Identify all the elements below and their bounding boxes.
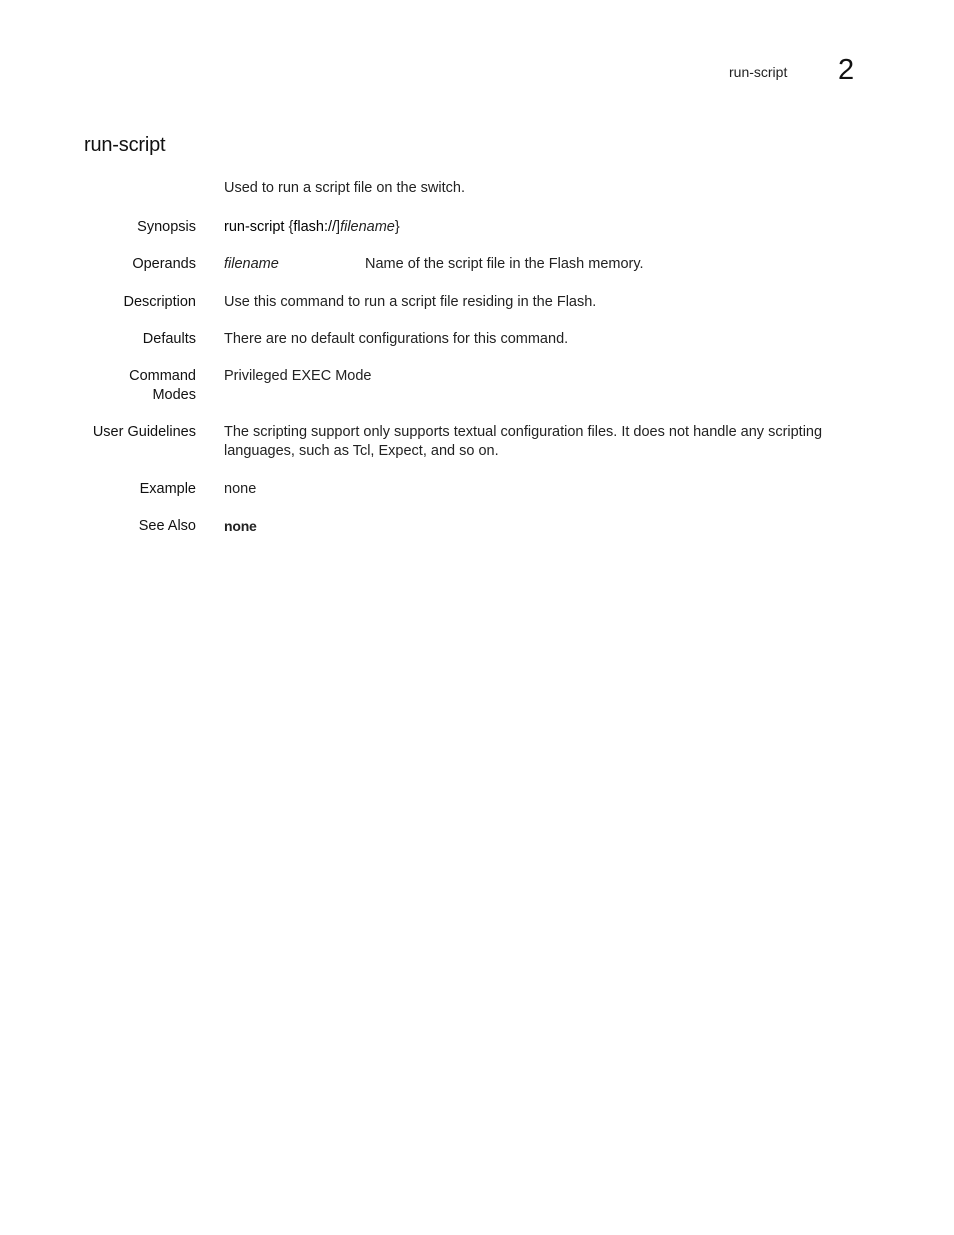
user-guidelines-line2: languages, such as Tcl, Expect, and so on. [224, 443, 499, 459]
description-text: Use this command to run a script file residing in the Flash. [224, 294, 597, 310]
operand-name: filename [224, 256, 279, 272]
example-label: Example [139, 481, 196, 497]
see-also-text[interactable]: none [224, 518, 257, 534]
chapter-number: 2 [838, 54, 855, 86]
description-label: Description [123, 294, 196, 310]
command-modes-label-line2: Modes [152, 387, 196, 403]
user-guidelines-text [224, 423, 854, 461]
running-header-title: run-script [729, 64, 788, 80]
operand-description: Name of the script file in the Flash memory. [365, 256, 644, 272]
synopsis-close-brace: } [394, 219, 400, 235]
synopsis-label: Synopsis [137, 219, 196, 235]
synopsis-filename-arg: filename [340, 219, 395, 235]
synopsis-open-brace: { [284, 219, 294, 235]
operands-label: Operands [132, 256, 196, 272]
user-guidelines-line1: The scripting support only supports textual configuration files. It does not handle any scripting [224, 424, 823, 440]
section-title: run-script [84, 134, 166, 156]
command-modes-label [129, 367, 196, 405]
synopsis-content [224, 218, 854, 237]
command-summary: Used to run a script file on the switch. [224, 180, 465, 196]
see-also-label: See Also [138, 518, 196, 534]
synopsis-close-bracket: ] [336, 219, 341, 235]
synopsis-flash-keyword: flash:// [293, 219, 337, 235]
synopsis-command: run-script [224, 219, 285, 235]
example-text: none [224, 481, 257, 497]
command-modes-label-line1: Command [129, 368, 196, 384]
defaults-text: There are no default configurations for this command. [224, 331, 569, 347]
user-guidelines-label: User Guidelines [92, 424, 196, 440]
defaults-label: Defaults [142, 331, 196, 347]
command-modes-text: Privileged EXEC Mode [224, 368, 372, 384]
